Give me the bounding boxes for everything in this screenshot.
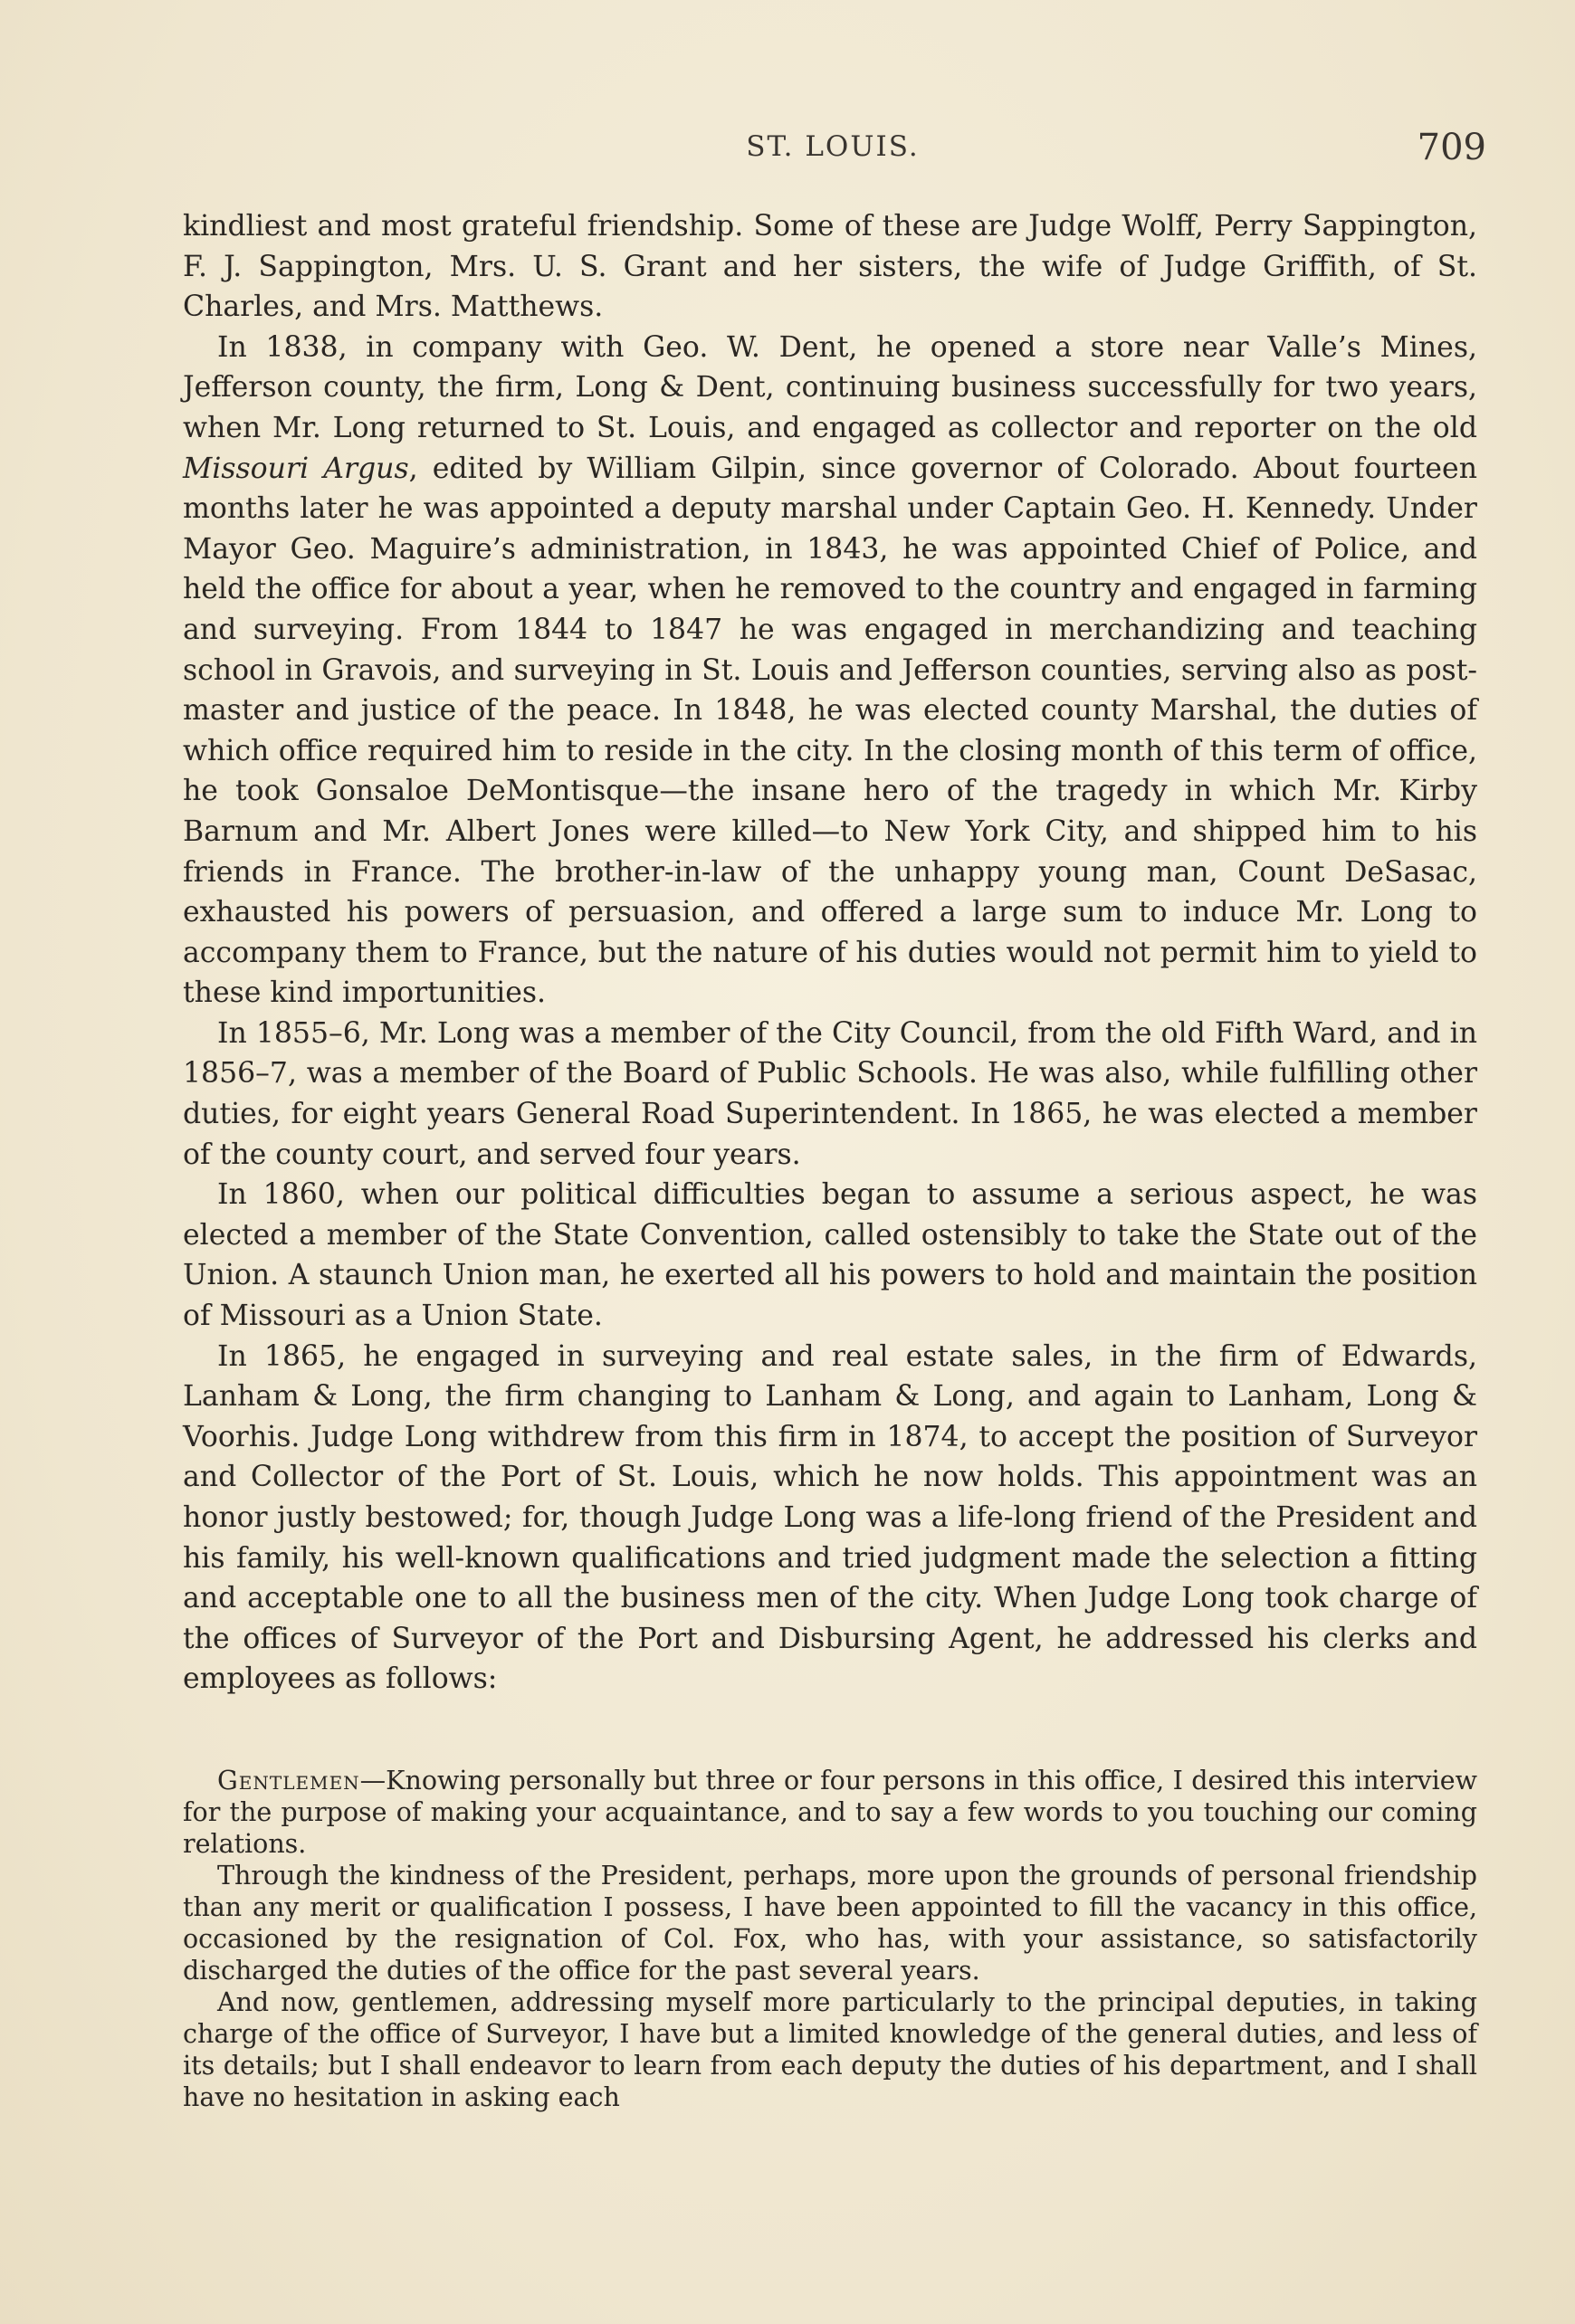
quote-salutation: Gentlemen: [217, 1766, 360, 1795]
paragraph-1855: In 1855–6, Mr. Long was a member of the City Council, from the old Fifth Ward, and in 1856–7, was a member of the Board of Public Schools. He was also, while fulfilling other duties, for eight years General Road Superintendent. In 1865, he was elected a member of the county court, and served four years.: [183, 1016, 1477, 1171]
newspaper-title: Missouri Argus: [183, 452, 409, 485]
quote-paragraph-3: And now, gentlemen, addressing myself more particularly to the principal deputies, in taking charge of the office of Surveyor, I have but a limited knowledge of the general duties, and less of its details; but I shall endeavor to learn from each deputy the duties of his department, and I shall have no hesitation in asking each: [183, 1987, 1477, 2112]
paragraph-1860: In 1860, when our political difficulties began to assume a serious aspect, he was elected a member of the State Convention, called ostensibly to take the State out of the Union. A staunch Union man, he exerted all his powers to hold and maintain the position of Missouri as a Union State.: [183, 1178, 1477, 1333]
running-title: ST. LOUIS.: [746, 130, 920, 163]
quote-paragraph-2: Through the kindness of the President, perhaps, more upon the grounds of personal friendship than any merit or qualification I possess, I have been appointed to fill the vacancy in this office, occasioned by the resignation of Col. Fox, who has, with your assistance, so satisfactorily discharged the duties of the office for the past several years.: [183, 1861, 1477, 1986]
paragraph-1838-part-b: , edited by William Gilpin, since governor of Colorado. About fourteen months later he was appointed a deputy marshal under Captain Geo. H. Kennedy. Under Mayor Geo. Maguire’s administration, in 1843, he was appointed Chief of Police, and held the office for about a year, when he removed to the country and engaged in farming and surveying. From 1844 to 1847 he was engaged in merchandizing and teaching school in Gravois, and surveying in St. Louis and Jefferson counties, serving also as post-master and justice of the peace. In 1848, he was elected county Marshal, the duties of which office required him to reside in the city. In the closing month of this term of office, he took Gonsaloe DeMontisque—the insane hero of the tragedy in which Mr. Kirby Barnum and Mr. Albert Jones were killed—to New York City, and shipped him to his friends in France. The brother-in-law of the unhappy young man, Count DeSasac, exhausted his powers of persuasion, and offered a large sum to induce Mr. Long to accompany them to France, but the nature of his duties would not permit him to yield to these kind importunities.: [183, 452, 1477, 1010]
paragraph-1865: In 1865, he engaged in surveying and real estate sales, in the firm of Edwards, Lanham & Long, the firm changing to Lanham & Long, and again to Lanham, Long & Voorhis. Judge Long withdrew from this firm in 1874, to accept the position of Surveyor and Collector of the Port of St. Louis, which he now holds. This appointment was an honor justly bestowed; for, though Judge Long was a life-long friend of the President and his family, his well-known qualifications and tried judgment made the selection a fitting and acceptable one to all the business men of the city. When Judge Long took charge of the offices of Surveyor of the Port and Disbursing Agent, he addressed his clerks and employees as follows:: [183, 1339, 1477, 1696]
page-number: 709: [1417, 127, 1486, 168]
running-head: [0, 127, 1575, 181]
quote-paragraph-1-text: —Knowing personally but three or four persons in this office, I desired this interview for the purpose of making your acquaintance, and to say a few words to you touching our coming relations.: [183, 1766, 1477, 1859]
body-text: [183, 206, 1477, 1700]
quote-paragraph-1: [183, 1765, 1477, 1860]
paragraph-1838: [183, 328, 1477, 1014]
address-quote: [183, 1765, 1477, 2113]
paragraph-continuation: kindliest and most grateful friendship. Some of these are Judge Wolff, Perry Sappington, F. J. Sappington, Mrs. U. S. Grant and her sisters, the wife of Judge Griffith, of St. Charles, and Mrs. Matthews.: [183, 210, 1477, 324]
paragraph-1838-part-a: In 1838, in company with Geo. W. Dent, he opened a store near Valle’s Mines, Jefferson county, the firm, Long & Dent, continuing business successfully for two years, when Mr. Long returned to St. Louis, and engaged as collector and reporter on the old: [183, 330, 1477, 444]
